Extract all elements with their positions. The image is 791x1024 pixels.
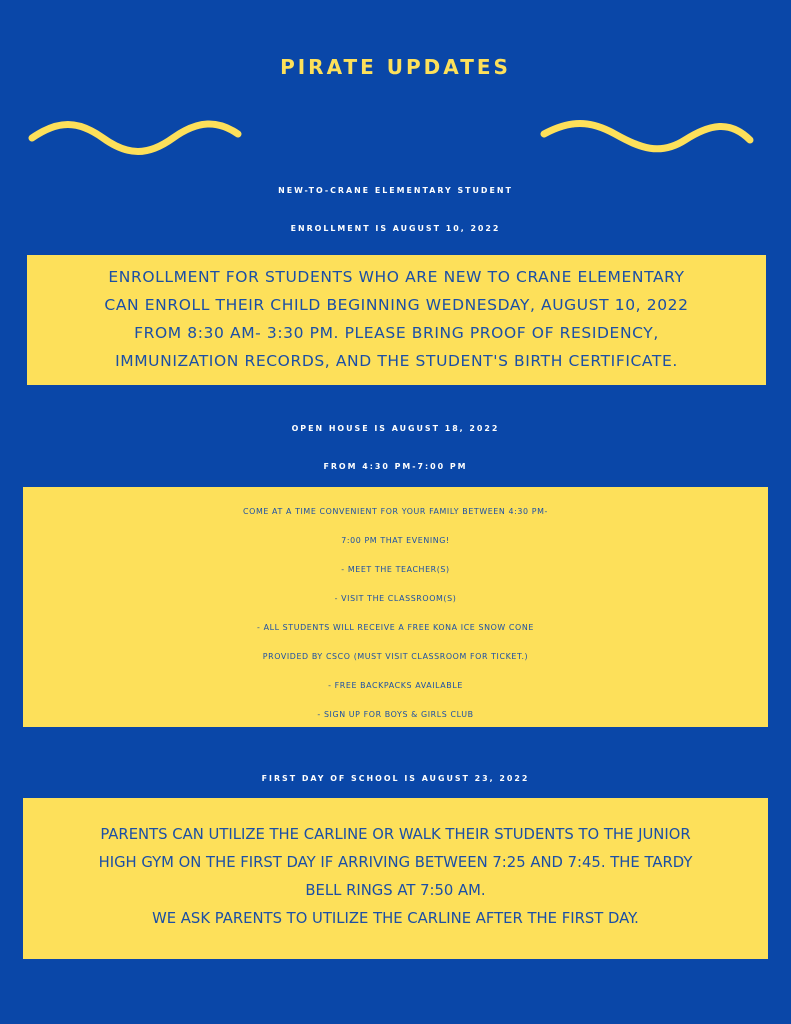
body-line: PROVIDED BY CSCO (MUST VISIT CLASSROOM FOR TICKET.): [262, 652, 529, 661]
body-line: - FREE BACKPACKS AVAILABLE: [328, 681, 463, 690]
body-line: 7:00 PM THAT EVENING!: [341, 536, 450, 545]
body-line: WE ASK PARENTS TO UTILIZE THE CARLINE AFTER THE FIRST DAY.: [152, 910, 639, 927]
wave-decoration-left: [28, 118, 243, 158]
body-line: IMMUNIZATION RECORDS, AND THE STUDENT'S BIRTH CERTIFICATE.: [115, 352, 678, 370]
body-line: - VISIT THE CLASSROOM(S): [334, 594, 457, 603]
heading-line: FIRST DAY OF SCHOOL IS AUGUST 23, 2022: [261, 774, 530, 783]
body-line: CAN ENROLL THEIR CHILD BEGINNING WEDNESDAY, AUGUST 10, 2022: [104, 296, 689, 314]
body-line: BELL RINGS AT 7:50 AM.: [305, 882, 486, 899]
body-line: PARENTS CAN UTILIZE THE CARLINE OR WALK THEIR STUDENTS TO THE JUNIOR: [100, 826, 691, 843]
heading-line: FROM 4:30 PM-7:00 PM: [323, 462, 468, 471]
heading-line: OPEN HOUSE IS AUGUST 18, 2022: [291, 424, 500, 433]
heading-line: ENROLLMENT IS AUGUST 10, 2022: [290, 224, 501, 233]
body-line: ENROLLMENT FOR STUDENTS WHO ARE NEW TO CRANE ELEMENTARY: [108, 268, 685, 286]
body-line: - ALL STUDENTS WILL RECEIVE A FREE KONA ICE SNOW CONE: [257, 623, 534, 632]
first-day-heading: [0, 760, 791, 798]
open-house-info-box: [23, 487, 768, 727]
body-line: FROM 8:30 AM- 3:30 PM. PLEASE BRING PROOF OF RESIDENCY,: [134, 324, 659, 342]
enrollment-heading: [0, 172, 791, 248]
page-title: PIRATE UPDATES: [280, 55, 511, 79]
body-line: - SIGN UP FOR BOYS & GIRLS CLUB: [317, 710, 474, 719]
first-day-info-box: [23, 798, 768, 959]
body-line: COME AT A TIME CONVENIENT FOR YOUR FAMILY BETWEEN 4:30 PM-: [243, 507, 548, 516]
enrollment-info-box: [27, 255, 766, 385]
open-house-heading: [0, 410, 791, 486]
wave-decoration-right: [540, 118, 755, 158]
body-line: - MEET THE TEACHER(S): [341, 565, 450, 574]
body-line: HIGH GYM ON THE FIRST DAY IF ARRIVING BETWEEN 7:25 AND 7:45. THE TARDY: [98, 854, 693, 871]
heading-line: NEW-TO-CRANE ELEMENTARY STUDENT: [278, 186, 513, 195]
